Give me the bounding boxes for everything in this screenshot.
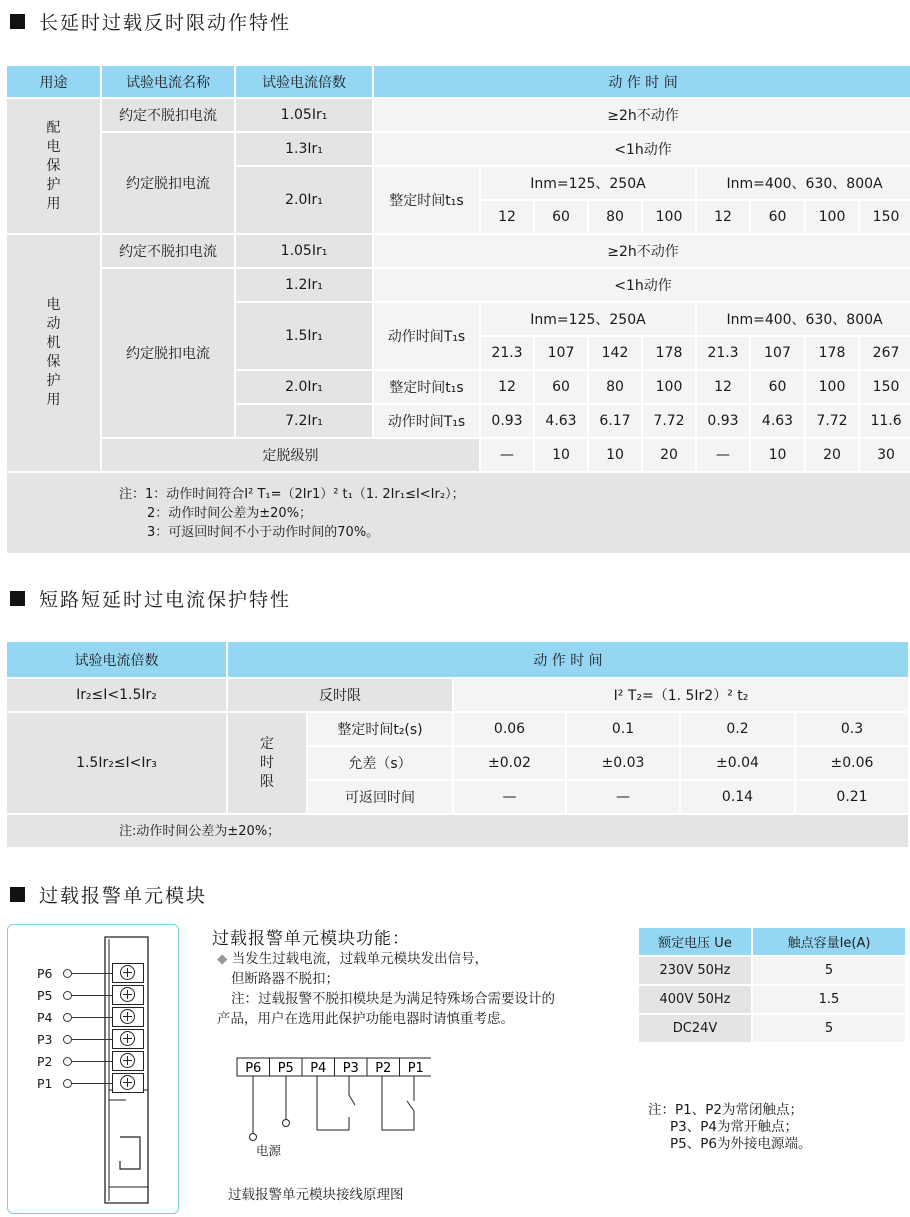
- trip-label: 约定脱扣电流: [101, 268, 235, 438]
- terminal-label: P6: [37, 966, 53, 981]
- time-cell: ≥2h不动作: [373, 98, 910, 132]
- terminal-label: P5: [37, 988, 53, 1003]
- note-line: 2：动作时间公差为±20%；: [147, 505, 313, 521]
- value-cell: 100: [642, 200, 696, 234]
- non-trip-label: 约定不脱扣电流: [101, 98, 235, 132]
- value-cell: 80: [588, 370, 642, 404]
- inm-a-label: Inm=125、250A: [480, 166, 696, 200]
- value-cell: 60: [534, 200, 588, 234]
- trip-class-label: 定脱级别: [101, 438, 480, 472]
- value-cell: 12: [480, 370, 534, 404]
- multiple-cell: 2.0Ir₁: [235, 166, 373, 234]
- value-cell: 0.2: [680, 712, 795, 746]
- diagram-terminal-label: P5: [277, 1061, 294, 1076]
- function-text: ◆ 当发生过载电流，过载单元模块发出信号， 但断路器不脱扣； 注：过载报警不脱扣模块是为满足特殊场合需要设计的 产品，用户在选用此保护功能电器时请慎重考虑。: [217, 951, 555, 1027]
- square-bullet-icon: [10, 887, 25, 902]
- multiple-cell: 1.2Ir₁: [235, 268, 373, 302]
- capacity-cell: 5: [752, 1014, 906, 1043]
- value-cell: 12: [696, 370, 750, 404]
- value-cell: 0.93: [696, 404, 750, 438]
- inm-a-label: Inm=125、250A: [480, 302, 696, 336]
- type-cell: 定时限: [227, 712, 307, 814]
- terminal-label: P2: [37, 1054, 53, 1069]
- header-current-multiple: 试验电流倍数: [235, 65, 373, 98]
- terminal-lead: [72, 1061, 116, 1062]
- multiple-cell: 1.3Ir₁: [235, 132, 373, 166]
- trip-label: 约定脱扣电流: [101, 132, 235, 234]
- note-cell: 注:动作时间公差为±20%；: [6, 814, 909, 848]
- value-cell: 7.72: [642, 404, 696, 438]
- square-bullet-icon: [10, 591, 25, 606]
- terminal-row: [8, 985, 178, 1007]
- terminal-dot-icon: [63, 991, 72, 1000]
- notes-cell: [6, 472, 910, 554]
- value-cell: 0.93: [480, 404, 534, 438]
- value-cell: 10: [588, 438, 642, 472]
- short-delay-table: [5, 640, 910, 849]
- terminal-label: P3: [37, 1032, 53, 1047]
- value-cell: 6.17: [588, 404, 642, 438]
- tolerance-label: 允差（s）: [307, 746, 453, 780]
- screw-icon: [120, 1031, 135, 1046]
- capacity-cell: 5: [752, 956, 906, 985]
- value-cell: ±0.03: [566, 746, 680, 780]
- terminal-label: P4: [37, 1010, 53, 1025]
- value-cell: 4.63: [750, 404, 805, 438]
- non-trip-label: 约定不脱扣电流: [101, 234, 235, 268]
- voltage-cell: 230V 50Hz: [638, 956, 752, 985]
- function-title: 过载报警单元模块功能：: [212, 929, 410, 949]
- value-cell: 0.06: [453, 712, 566, 746]
- value-cell: ±0.02: [453, 746, 566, 780]
- square-bullet-icon: [10, 14, 25, 29]
- value-cell: 100: [805, 200, 859, 234]
- screw-icon: [120, 965, 135, 980]
- capacity-cell: 1.5: [752, 985, 906, 1014]
- terminal-dot-icon: [63, 1079, 72, 1088]
- multiple-cell: 1.05Ir₁: [235, 98, 373, 132]
- header-current-multiple: 试验电流倍数: [6, 641, 227, 678]
- set-time-label: 整定时间t₁s: [373, 370, 480, 404]
- value-cell: 10: [534, 438, 588, 472]
- value-cell: 60: [534, 370, 588, 404]
- screw-icon: [120, 987, 135, 1002]
- power-label: 电源: [256, 1143, 282, 1158]
- value-cell: —: [453, 780, 566, 814]
- value-cell: —: [480, 438, 534, 472]
- value-cell: 21.3: [696, 336, 750, 370]
- diagram-terminal-label: P2: [375, 1061, 392, 1076]
- value-cell: 12: [696, 200, 750, 234]
- set-time-label: 整定时间t₁s: [373, 166, 480, 234]
- time-cell: <1h动作: [373, 132, 910, 166]
- terminal-lead: [72, 1017, 116, 1018]
- section3-title: 过载报警单元模块: [10, 881, 207, 908]
- value-cell: 21.3: [480, 336, 534, 370]
- value-cell: 80: [588, 200, 642, 234]
- long-delay-table: [5, 64, 910, 555]
- terminal-dot-icon: [63, 1035, 72, 1044]
- value-cell: 60: [750, 370, 805, 404]
- value-cell: 107: [534, 336, 588, 370]
- value-cell: ±0.06: [795, 746, 909, 780]
- value-cell: 0.1: [566, 712, 680, 746]
- value-cell: 0.21: [795, 780, 909, 814]
- header-action-time: 动 作 时 间: [373, 65, 910, 98]
- formula-cell: I² T₂=（1. 5Ir2）² t₂: [453, 678, 909, 712]
- contact-capacity-table: [637, 926, 907, 1044]
- value-cell: 60: [750, 200, 805, 234]
- terminal-row: [8, 1051, 178, 1073]
- time-cell: <1h动作: [373, 268, 910, 302]
- multiple-cell: 1.05Ir₁: [235, 234, 373, 268]
- value-cell: 11.6: [859, 404, 910, 438]
- module-drawing-frame: [7, 924, 179, 1214]
- value-cell: 20: [805, 438, 859, 472]
- diagram-terminal-label: P4: [310, 1061, 327, 1076]
- diamond-bullet-icon: ◆: [217, 951, 232, 967]
- header-use: 用途: [6, 65, 101, 98]
- multiple-cell: 1.5Ir₁: [235, 302, 373, 370]
- contact-notes: 注：P1、P2为常闭触点； P3、P4为常开触点； P5、P6为外接电源端。: [648, 1102, 812, 1152]
- value-cell: 178: [805, 336, 859, 370]
- dist-use-cell: 配电保护用: [6, 98, 101, 234]
- value-cell: 0.3: [795, 712, 909, 746]
- value-cell: 10: [750, 438, 805, 472]
- terminal-label: P1: [37, 1076, 53, 1091]
- value-cell: 100: [805, 370, 859, 404]
- multiple-cell: 2.0Ir₁: [235, 370, 373, 404]
- header-current-name: 试验电流名称: [101, 65, 235, 98]
- terminal-dot-icon: [63, 1057, 72, 1066]
- value-cell: ±0.04: [680, 746, 795, 780]
- range-cell: 1.5Ir₂≤I<Ir₃: [6, 712, 227, 814]
- header-voltage: 额定电压 Ue: [638, 927, 752, 956]
- diagram-terminal-label: P1: [407, 1061, 424, 1076]
- screw-icon: [120, 1053, 135, 1068]
- voltage-cell: 400V 50Hz: [638, 985, 752, 1014]
- value-cell: 12: [480, 200, 534, 234]
- terminal-lead: [72, 995, 116, 996]
- terminal-dot-icon: [63, 969, 72, 978]
- set-time-label: 整定时间t₂(s): [307, 712, 453, 746]
- value-cell: 107: [750, 336, 805, 370]
- motor-use-cell: 电动机保护用: [6, 234, 101, 472]
- header-action-time: 动 作 时 间: [227, 641, 909, 678]
- section1-title: 长延时过载反时限动作特性: [10, 8, 291, 35]
- terminal-lead: [72, 1083, 116, 1084]
- terminal-lead: [72, 1039, 116, 1040]
- terminal-row: [8, 1073, 178, 1095]
- range-cell: Ir₂≤I<1.5Ir₂: [6, 678, 227, 712]
- terminal-row: [8, 1007, 178, 1029]
- wiring-diagram: [236, 1055, 431, 1145]
- type-cell: 反时限: [227, 678, 453, 712]
- terminal-row: [8, 1029, 178, 1051]
- value-cell: 0.14: [680, 780, 795, 814]
- value-cell: 100: [642, 370, 696, 404]
- diagram-caption: 过载报警单元模块接线原理图: [228, 1187, 404, 1203]
- screw-icon: [120, 1075, 135, 1090]
- value-cell: 142: [588, 336, 642, 370]
- value-cell: 267: [859, 336, 910, 370]
- value-cell: 150: [859, 370, 910, 404]
- diagram-terminal-label: P3: [342, 1061, 359, 1076]
- voltage-cell: DC24V: [638, 1014, 752, 1043]
- value-cell: 150: [859, 200, 910, 234]
- note-line: 3：可返回时间不小于动作时间的70%。: [147, 524, 380, 540]
- value-cell: 7.72: [805, 404, 859, 438]
- value-cell: 30: [859, 438, 910, 472]
- diagram-terminal-label: P6: [245, 1061, 262, 1076]
- time-cell: ≥2h不动作: [373, 234, 910, 268]
- value-cell: —: [696, 438, 750, 472]
- terminal-lead: [72, 973, 116, 974]
- header-capacity: 触点容量Ie(A): [752, 927, 906, 956]
- screw-icon: [120, 1009, 135, 1024]
- terminal-dot-icon: [63, 1013, 72, 1022]
- value-cell: 178: [642, 336, 696, 370]
- return-time-label: 可返回时间: [307, 780, 453, 814]
- multiple-cell: 7.2Ir₁: [235, 404, 373, 438]
- value-cell: 4.63: [534, 404, 588, 438]
- act-time-label: 动作时间T₁s: [373, 404, 480, 438]
- note-line: 注：1：动作时间符合I² T₁=（2Ir1）² t₁（1. 2Ir₁≤I<Ir₂）；: [119, 486, 465, 502]
- value-cell: 20: [642, 438, 696, 472]
- value-cell: —: [566, 780, 680, 814]
- act-time-label: 动作时间T₁s: [373, 302, 480, 370]
- section2-title: 短路短延时过电流保护特性: [10, 585, 291, 612]
- inm-b-label: Inm=400、630、800A: [696, 302, 910, 336]
- inm-b-label: Inm=400、630、800A: [696, 166, 910, 200]
- terminal-row: [8, 963, 178, 985]
